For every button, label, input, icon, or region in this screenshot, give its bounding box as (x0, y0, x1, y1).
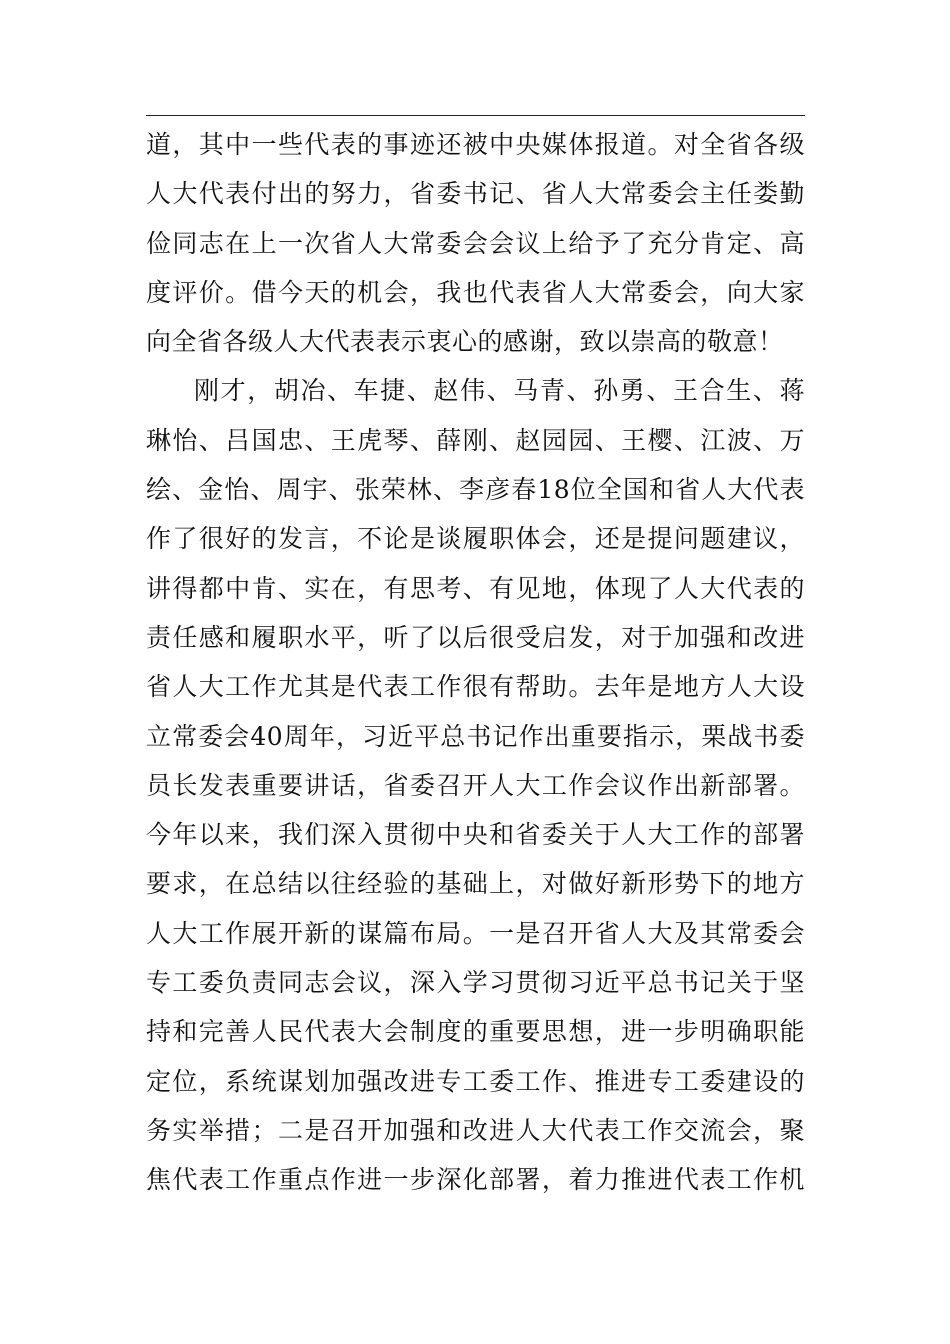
text-line: 琳怡、吕国忠、王虎琴、薛刚、赵园园、王樱、江波、万 (146, 425, 805, 455)
body-text (146, 120, 805, 1205)
text-line: 讲得都中肯、实在，有思考、有见地，体现了人大代表的 (146, 573, 805, 603)
header-rule (146, 115, 805, 116)
text-line: 持和完善人民代表大会制度的重要思想，进一步明确职能 (146, 1017, 805, 1047)
text-line: 绘、金怡、周宇、张荣林、李彦春18位全国和省人大代表 (146, 475, 805, 505)
text-line: 省人大工作尤其是代表工作很有帮助。去年是地方人大设 (146, 672, 805, 702)
text-line: 要求，在总结以往经验的基础上，对做好新形势下的地方 (146, 869, 805, 899)
text-line: 作了很好的发言，不论是谈履职体会，还是提问题建议， (146, 524, 805, 554)
text-line: 焦代表工作重点作进一步深化部署，着力推进代表工作机 (146, 1165, 805, 1195)
text-line: 立常委会40周年，习近平总书记作出重要指示，栗战书委 (146, 721, 805, 751)
text-line: 专工委负责同志会议，深入学习贯彻习近平总书记关于坚 (146, 968, 805, 998)
text-line: 定位，系统谋划加强改进专工委工作、推进专工委建设的 (146, 1066, 805, 1096)
text-line: 道，其中一些代表的事迹还被中央媒体报道。对全省各级 (146, 130, 805, 159)
text-line: 俭同志在上一次省人大常委会会议上给予了充分肯定、高 (146, 228, 805, 258)
text-line: 今年以来，我们深入贯彻中央和省委关于人大工作的部署 (146, 820, 805, 850)
text-line: 责任感和履职水平，听了以后很受启发，对于加强和改进 (146, 622, 805, 652)
text-line: 务实举措；二是召开加强和改进人大代表工作交流会，聚 (146, 1115, 805, 1145)
paragraph-first-line: 刚才，胡冶、车捷、赵伟、马青、孙勇、王合生、蒋 (194, 376, 805, 406)
text-line: 人大代表付出的努力，省委书记、省人大常委会主任娄勤 (146, 179, 805, 209)
text-line: 度评价。借今天的机会，我也代表省人大常委会，向大家 (146, 277, 805, 307)
text-line: 员长发表重要讲话，省委召开人大工作会议作出新部署。 (146, 770, 805, 800)
text-line: 向全省各级人大代表表示衷心的感谢，致以崇高的敬意！ (146, 327, 784, 357)
text-line: 人大工作展开新的谋篇布局。一是召开省人大及其常委会 (146, 918, 805, 948)
